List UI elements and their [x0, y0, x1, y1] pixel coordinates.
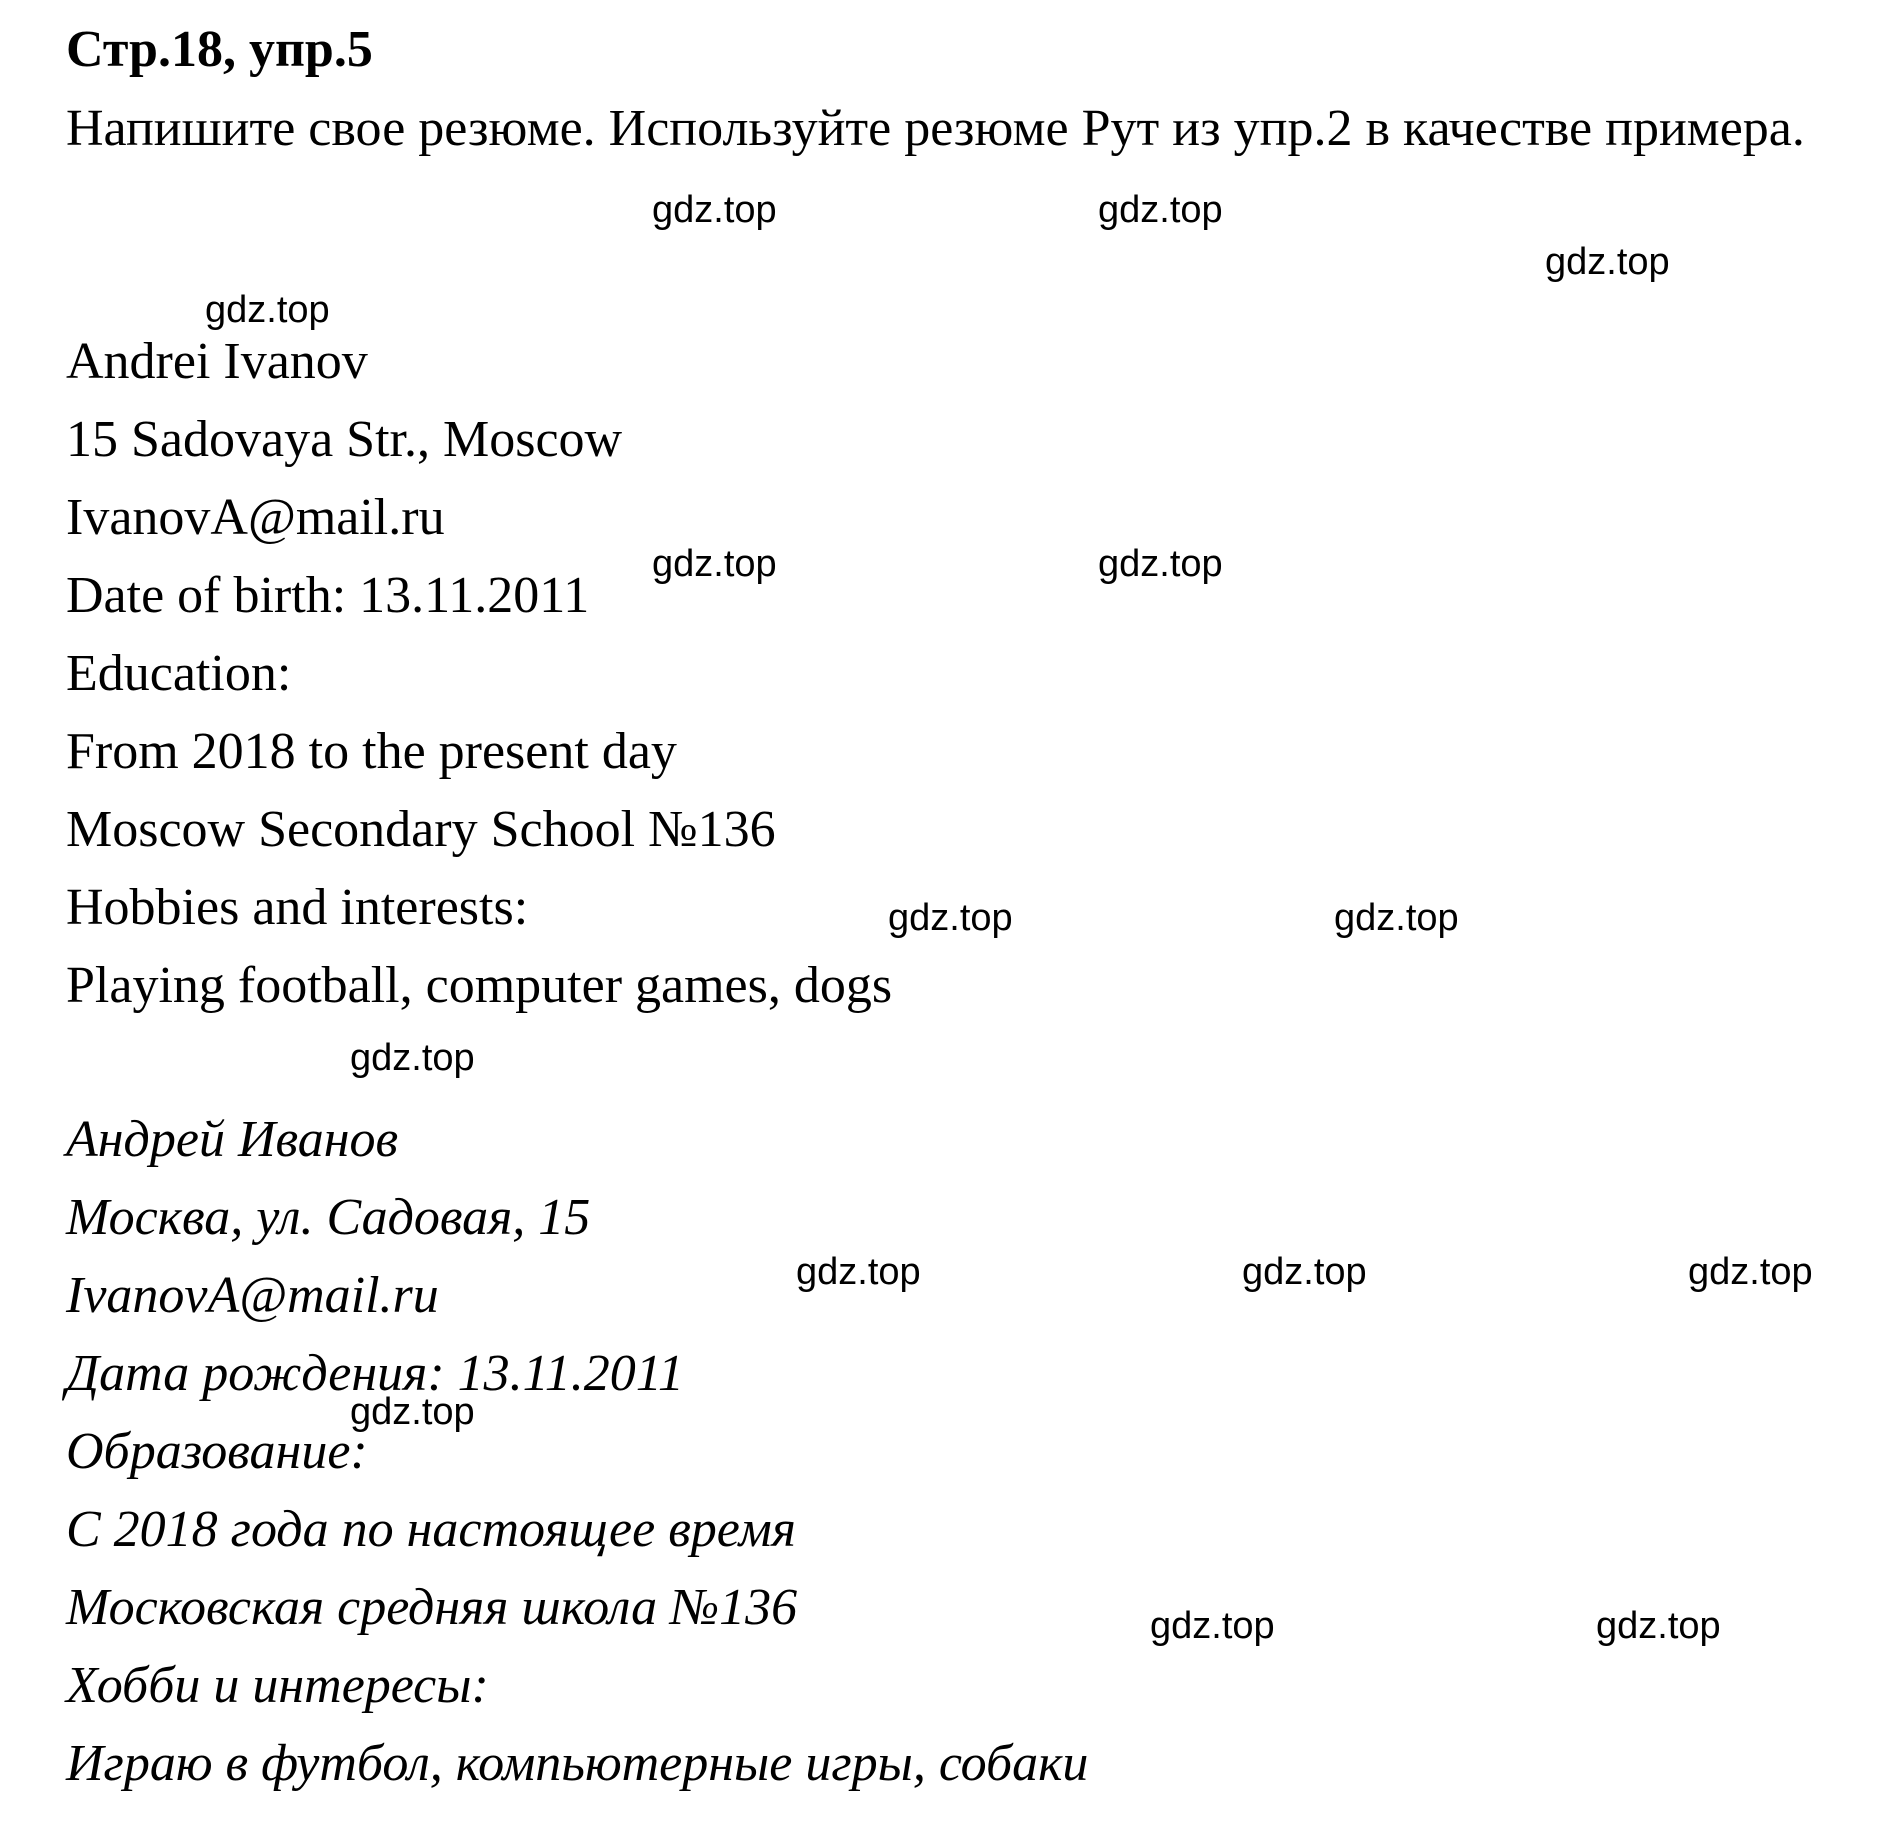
resume-ru-hobbies: Играю в футбол, компьютерные игры, собаки: [66, 1735, 1089, 1792]
resume-ru-education-label: Образование:: [66, 1423, 368, 1480]
resume-en-school: Moscow Secondary School №136: [66, 801, 776, 858]
watermark: gdz.top: [1098, 543, 1223, 585]
resume-ru-email: IvanovA@mail.ru: [66, 1267, 439, 1324]
watermark: gdz.top: [1242, 1251, 1367, 1293]
watermark: gdz.top: [652, 189, 777, 231]
resume-en-hobbies: Playing football, computer games, dogs: [66, 957, 893, 1014]
watermark: gdz.top: [1098, 189, 1223, 231]
watermark: gdz.top: [350, 1391, 475, 1433]
page-title: Стр.18, упр.5: [66, 21, 373, 78]
resume-ru-name: Андрей Иванов: [66, 1111, 399, 1168]
resume-en-address: 15 Sadovaya Str., Moscow: [66, 411, 623, 468]
resume-ru-address: Москва, ул. Садовая, 15: [66, 1189, 591, 1246]
watermark: gdz.top: [796, 1251, 921, 1293]
resume-en-education-label: Education:: [66, 645, 292, 702]
resume-en-hobbies-label: Hobbies and interests:: [66, 879, 529, 936]
resume-ru-birthdate: Дата рождения: 13.11.2011: [66, 1345, 684, 1402]
resume-en-name: Andrei Ivanov: [66, 333, 368, 390]
watermark: gdz.top: [1334, 897, 1459, 939]
watermark: gdz.top: [1150, 1605, 1275, 1647]
watermark: gdz.top: [350, 1037, 475, 1079]
resume-en-email: IvanovA@mail.ru: [66, 489, 445, 546]
resume-ru-education-period: С 2018 года по настоящее время: [66, 1501, 796, 1558]
watermark: gdz.top: [205, 289, 330, 331]
watermark: gdz.top: [888, 897, 1013, 939]
watermark: gdz.top: [1545, 241, 1670, 283]
watermark: gdz.top: [652, 543, 777, 585]
resume-en-education-period: From 2018 to the present day: [66, 723, 677, 780]
resume-ru-school: Московская средняя школа №136: [66, 1579, 798, 1636]
watermark: gdz.top: [1596, 1605, 1721, 1647]
watermark: gdz.top: [1688, 1251, 1813, 1293]
resume-en-birthdate: Date of birth: 13.11.2011: [66, 567, 590, 624]
task-instruction: Напишите свое резюме. Используйте резюме Рут из упр.2 в качестве примера.: [66, 100, 1805, 157]
resume-ru-hobbies-label: Хобби и интересы:: [66, 1657, 489, 1714]
